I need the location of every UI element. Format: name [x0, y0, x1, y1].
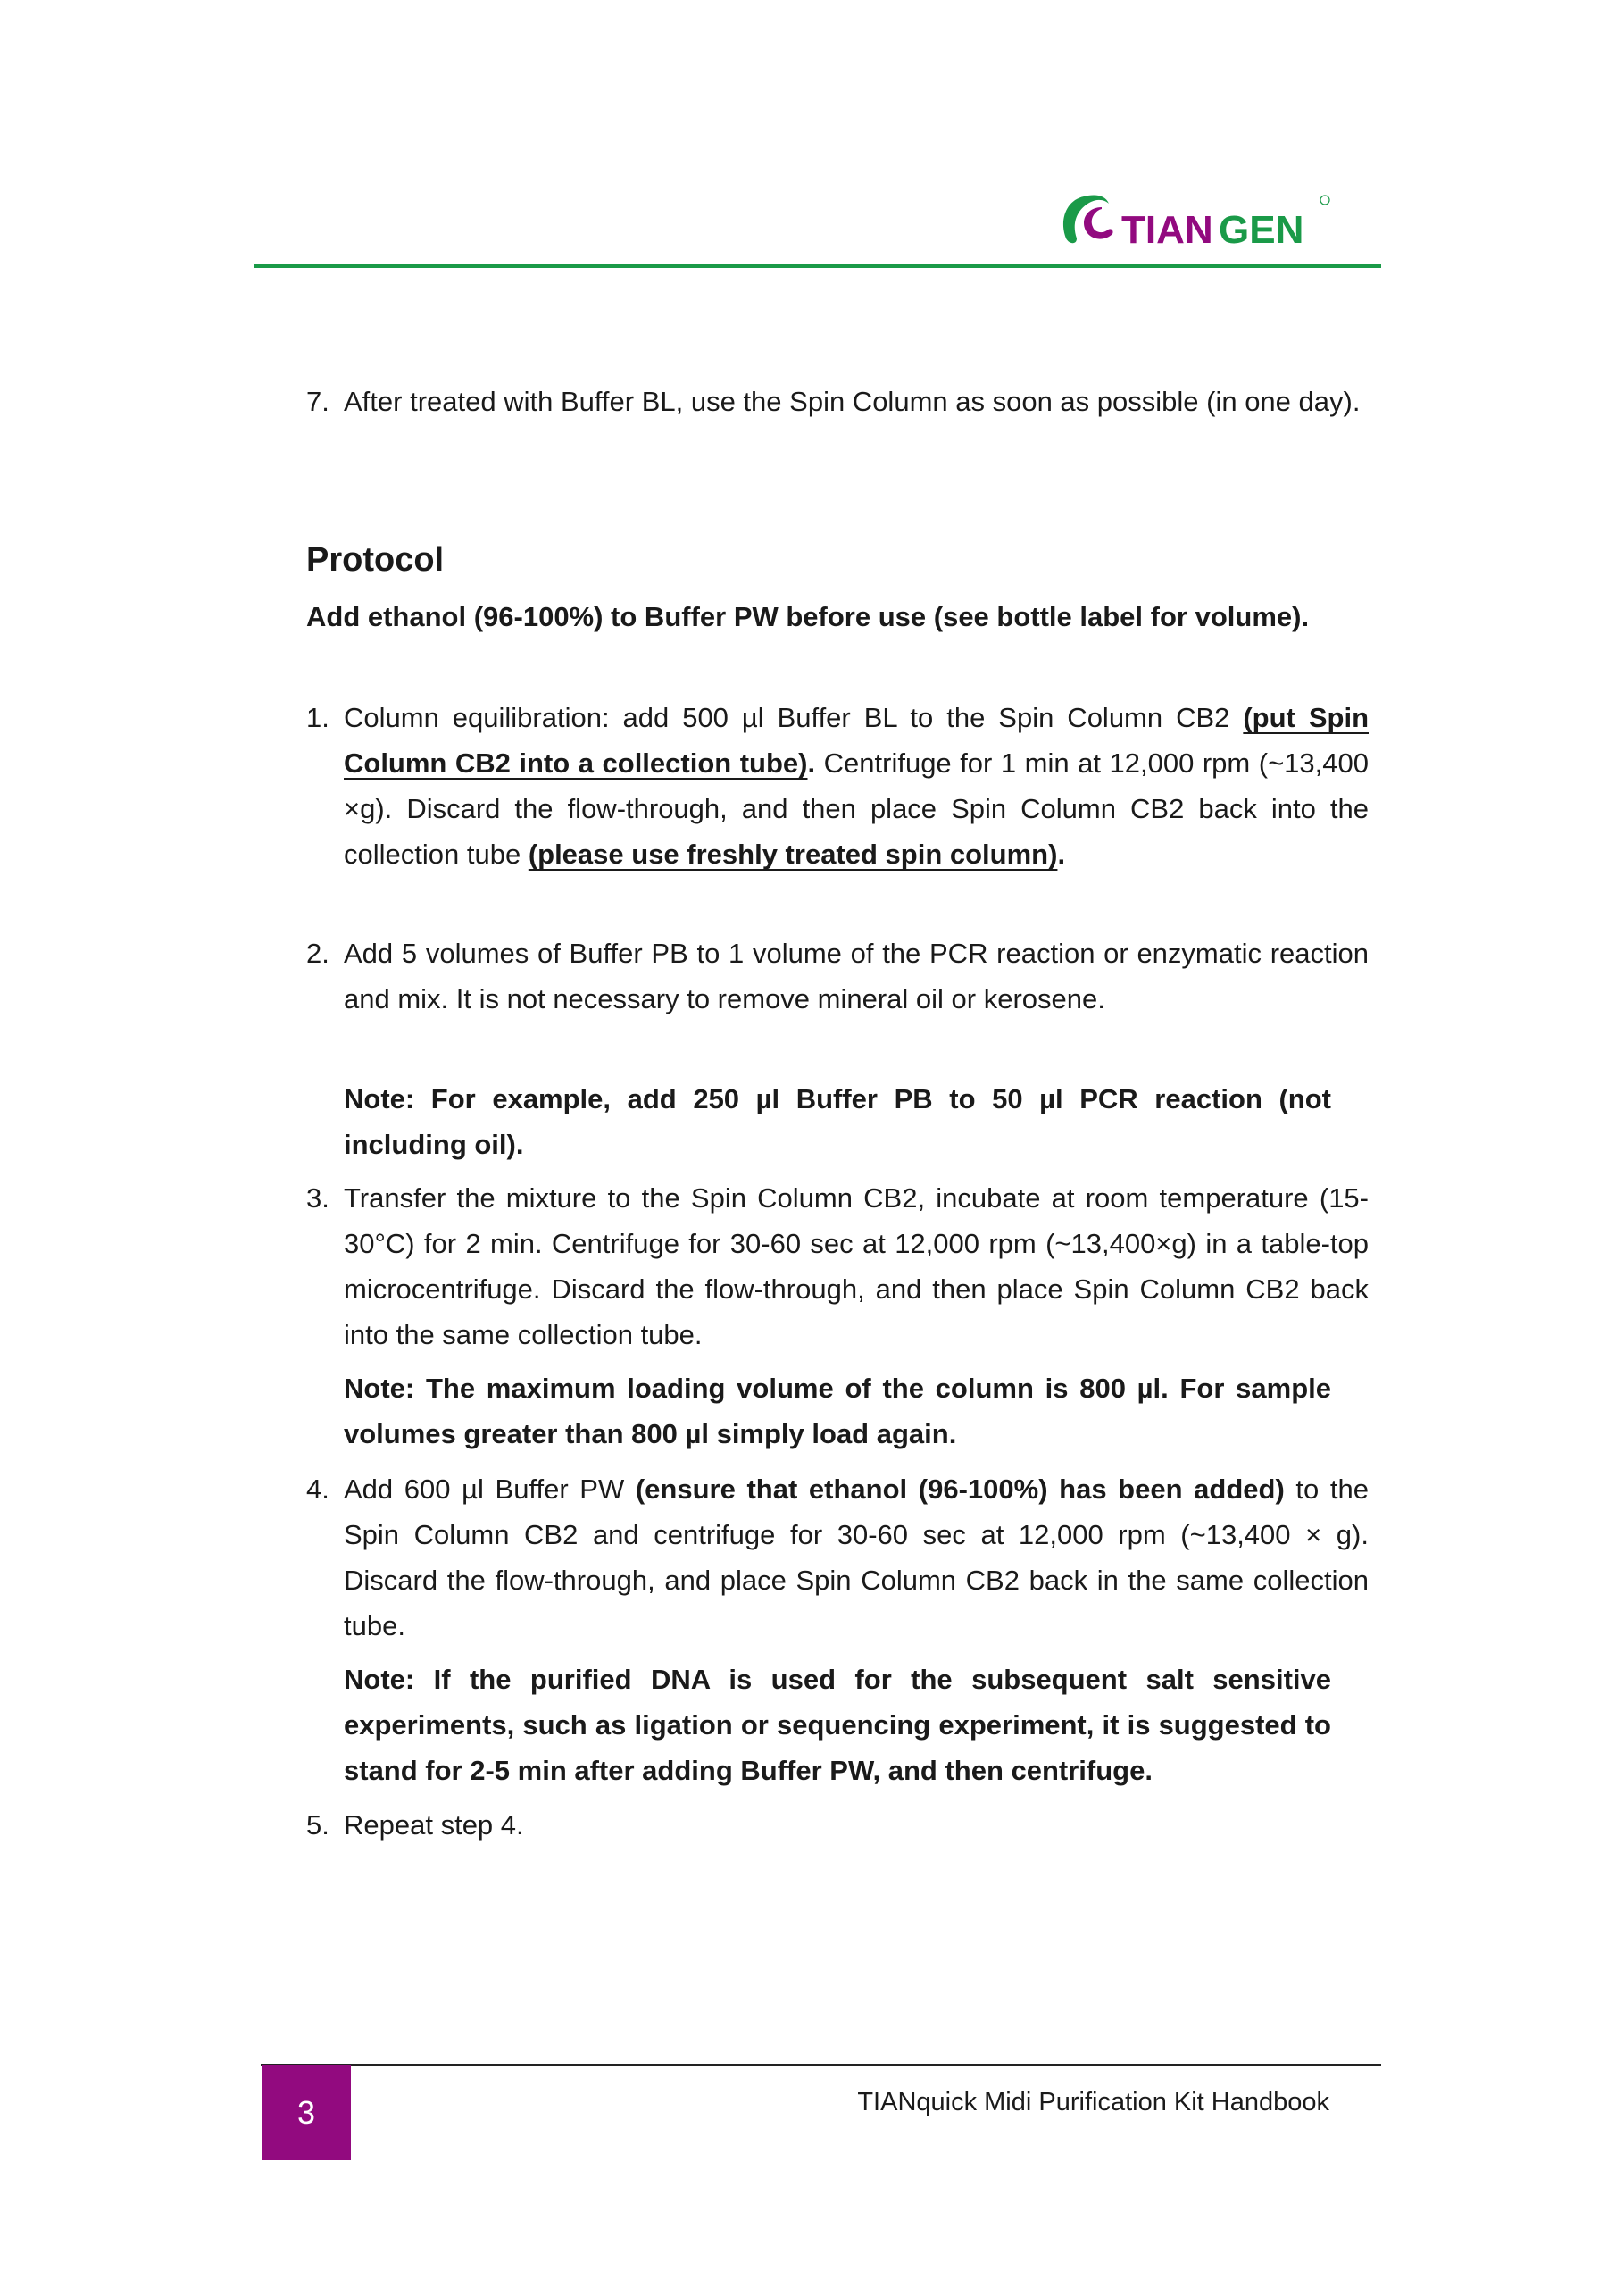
footer-title: TIANquick Midi Purification Kit Handbook — [857, 2088, 1329, 2116]
step-emphasis: (ensure that ethanol (96-100%) has been added) — [635, 1473, 1285, 1505]
step-number: 3. — [306, 1182, 329, 1214]
step-text: Centrifuge for 1 min at 12,000 rpm (~13,400 ×g). Discard the flow-through, and then place Spin Column CB2 back into the collection tube — [344, 747, 1369, 870]
section-heading: Protocol — [306, 541, 445, 579]
item-text: After treated with Buffer BL, use the Spin Column as soon as possible (in one day). — [344, 386, 1361, 417]
step-3-note: Note: The maximum loading volume of the column is 800 µl. For sample volumes greater than 800 µl simply load again. — [344, 1373, 1331, 1449]
step-text: . — [1057, 839, 1066, 870]
step-3 — [306, 1175, 1369, 1357]
step-text: . — [807, 747, 816, 779]
footer-divider — [261, 2064, 1381, 2066]
step-number: 1. — [306, 702, 329, 733]
step-text: Add 5 volumes of Buffer PB to 1 volume of the PCR reaction or enzymatic reaction and mix. It is not necessary to remove mineral oil or kerosene. — [344, 938, 1369, 1014]
step-number: 4. — [306, 1473, 329, 1505]
step-5 — [306, 1802, 1369, 1848]
item-number: 7. — [306, 386, 329, 417]
step-emphasis: (put Spin Column CB2 into a collection tube) — [344, 702, 1369, 779]
step-2-note: Note: For example, add 250 µl Buffer PB to 50 µl PCR reaction (not including oil). — [344, 1083, 1331, 1160]
header-divider — [254, 264, 1381, 268]
step-number: 2. — [306, 938, 329, 969]
step-text: Repeat step 4. — [344, 1809, 524, 1841]
step-text: to the Spin Column CB2 and centrifuge for 30-60 sec at 12,000 rpm (~13,400 × g). Discard the flow-through, and place Spin Column CB2 back in the same collection tube. — [344, 1473, 1369, 1641]
step-1 — [306, 695, 1369, 877]
protocol-intro: Add ethanol (96-100%) to Buffer PW before use (see bottle label for volume). — [306, 601, 1310, 632]
svg-text:GEN: GEN — [1219, 208, 1304, 252]
tiangen-logo — [1057, 189, 1334, 252]
step-4 — [306, 1466, 1369, 1649]
svg-text:TIAN: TIAN — [1121, 208, 1213, 252]
step-emphasis: (please use freshly treated spin column) — [528, 839, 1058, 870]
step-text: Transfer the mixture to the Spin Column CB2, incubate at room temperature (15-30°C) for 2 min. Centrifuge for 30-60 sec at 12,000 rpm (~13,400×g) in a table-top microcentrifuge. Discard the flow-through, and then place Spin Column CB2 back into the same collection tube. — [344, 1182, 1369, 1350]
step-2 — [306, 931, 1369, 1022]
step-4-note: Note: If the purified DNA is used for the subsequent salt sensitive experiments, such as ligation or sequencing experiment, it is suggested to stand for 2-5 min after adding Buffer PW, and then centrifuge. — [344, 1664, 1331, 1786]
step-text: Add 600 µl Buffer PW — [344, 1473, 636, 1505]
step-text: Column equilibration: add 500 µl Buffer BL to the Spin Column CB2 — [344, 702, 1244, 733]
list-item-7 — [306, 379, 1369, 424]
page-number: 3 — [262, 2065, 351, 2160]
step-number: 5. — [306, 1809, 329, 1841]
